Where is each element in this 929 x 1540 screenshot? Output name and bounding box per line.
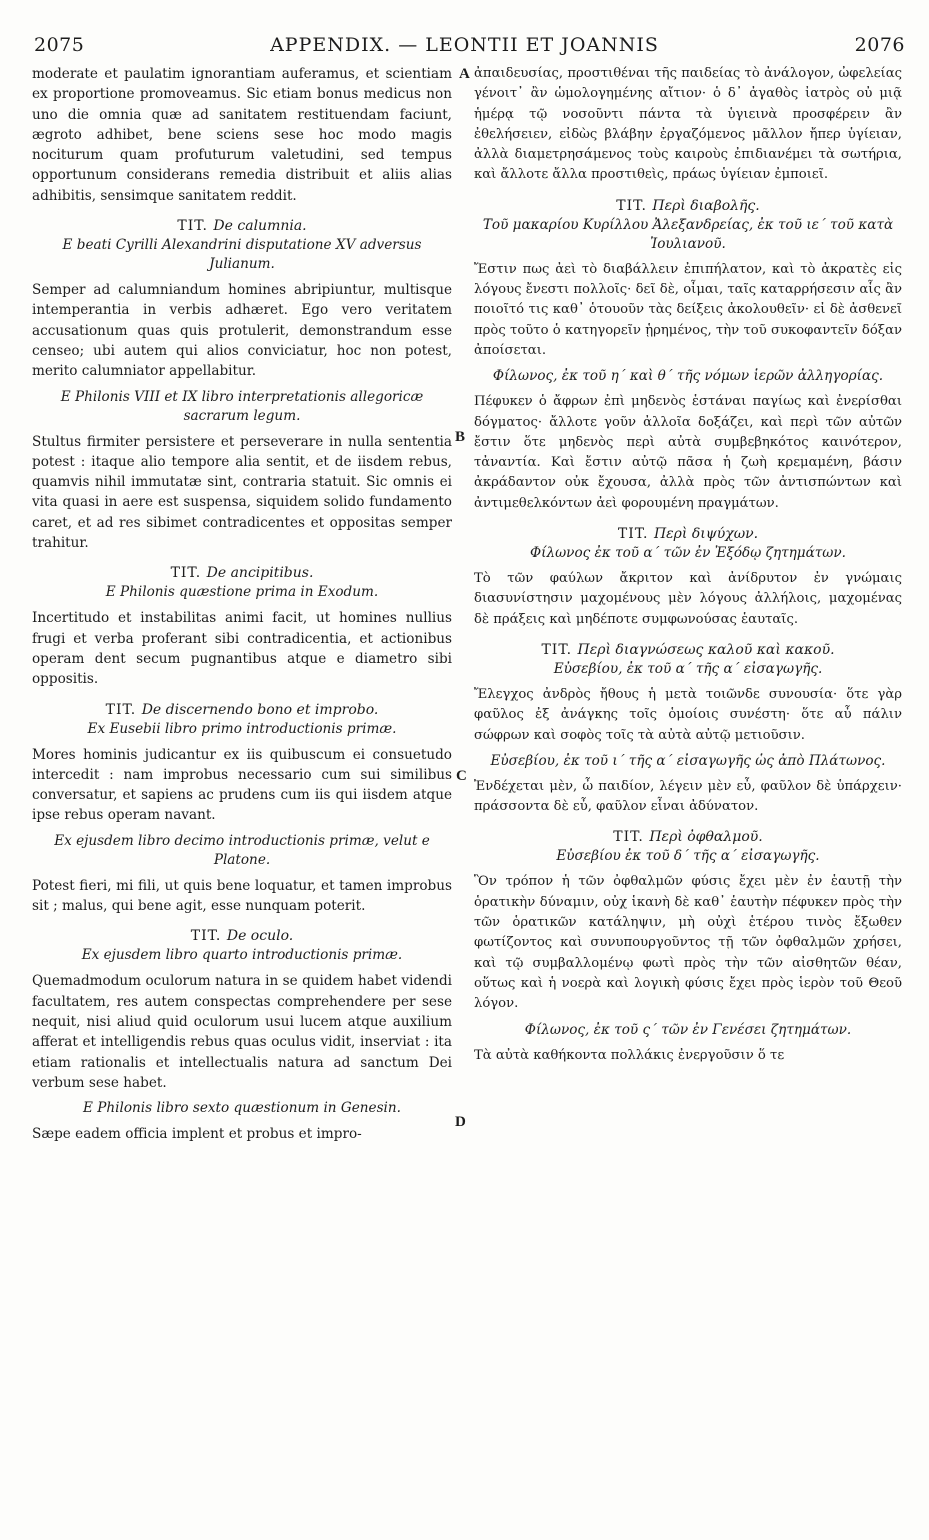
source-citation: Εὐσεβίου ἐκ τοῦ δ´ τῆς α´ εἰσαγωγῆς. — [556, 848, 820, 865]
section-title — [474, 196, 902, 216]
source-citation: E beati Cyrilli Alexandrini disputatione XV adversus Julianum. — [62, 237, 422, 273]
paragraph: Πέφυκεν ὁ ἄφρων ἐπὶ μηδενὸς ἑστάναι παγίως καὶ ἐνερίσθαι δόγματος· ἄλλοτε γοῦν ἀλλοῖα δοξάζει, καὶ περὶ τῶν αὐτῶν ἔστιν ὅτε μηδενὸς περὶ αὐτὰ συμβεβηκότος καινότερον, τἀναντία. Καὶ ἔστιν αὐτῷ πᾶσα ἡ ζωὴ κρεμαμένη, βάσιν ἀκράδαντον οὐκ ἔχουσα, ἀλλὰ πρὸς τῶν ἀντισπώντων καὶ ἀντιμεθελκόντων ἀεὶ φορουμένη πραγμάτων. — [474, 394, 902, 511]
section-heading-text: De oculo. — [226, 928, 294, 945]
section-label: TIT. — [613, 829, 644, 846]
section-label: TIT. — [170, 565, 202, 582]
paragraph: Quemadmodum oculorum natura in se quidem habet videndi facultatem, res autem conspectas comprehendere per sese nequit, nisi aliud quid oculorum usui lucem atque auxilium afferat et intelligendis rebus quas oculus vidit, inserviat : ita etiam rationalis et intellectualis natura ad sanctum Dei verbum sese habet. — [32, 973, 452, 1091]
section-label: TIT. — [541, 641, 573, 658]
source-citation: Φίλωνος, ἐκ τοῦ η´ καὶ θ´ τῆς νόμων ἱερῶν ἀλληγορίας. — [492, 368, 884, 385]
source-citation: Φίλωνος ἐκ τοῦ α´ τῶν ἐν Ἐξόδῳ ζητημάτων. — [530, 545, 846, 562]
section-label: TIT. — [105, 701, 137, 718]
paragraph: Stultus firmiter persistere et perseverare in nulla sententia potest : itaque alio tempore alia sentit, et de iisdem rebus, quamvis nihil immutatæ sint, contraria statuit. Sic omnis ei vita quasi in aere est suspensa, siquidem solido fundamento caret, et ad res sibimet contradicentes et oppositas semper trahitur. — [32, 433, 452, 552]
running-title: APPENDIX. — LEONTII ET JOANNIS — [270, 34, 659, 56]
margin-marker-c: C — [456, 768, 467, 784]
source-citation: E Philonis quæstione prima in Exodum. — [105, 584, 379, 601]
section-heading-text: Περὶ διαγνώσεως καλοῦ καὶ κακοῦ. — [577, 641, 835, 658]
paragraph: Τὰ αὐτὰ καθήκοντα πολλάκις ἐνεργοῦσιν ὅ τε — [474, 1047, 785, 1063]
source-citation: Ex ejusdem libro quarto introductionis primæ. — [81, 947, 403, 964]
section-label: TIT. — [190, 928, 222, 945]
paragraph: Sæpe eadem officia implent et probus et impro- — [32, 1126, 362, 1143]
source-citation: Εὐσεβίου, ἐκ τοῦ α´ τῆς α´ εἰσαγωγῆς. — [553, 660, 823, 677]
margin-marker-a: A — [459, 66, 470, 82]
section-label: TIT. — [617, 526, 649, 543]
paragraph: Incertitudo et instabilitas animi facit, ut homines nullius frugi et verba proferant sibi contradicentia, et actionibus operam dent secum pugnantibus atque e diametro sibi oppositis. — [32, 610, 452, 688]
source-citation: E Philonis VIII et IX libro interpretationis allegoricæ sacrarum legum. — [60, 388, 424, 424]
section-heading-text: Περὶ διαβολῆς. — [652, 197, 760, 214]
paragraph: Ὃν τρόπον ἡ τῶν ὀφθαλμῶν φύσις ἔχει μὲν ἐν ἑαυτῇ τὴν ὁρατικὴν δύναμιν, οὐχ ἱκανὴ δὲ καθ᾽ ἑαυτὴν πέφυκεν πρὸς τὴν τῶν ὁρατικῶν κατάληψιν, μὴ οὐχὶ ἑτέρου τινὸς ἔξωθεν φωτίζοντος καὶ συνυπουργοῦντος τῇ τῶν ὀφθαλμῶν χρήσει, καὶ τῷ συμβαλλομένῳ φωτὶ πρὸς τὴν τῶν αἰσθητῶν θέαν, οὕτως καὶ ἡ νοερὰ καὶ λογικὴ φύσις ἔχει πρὸς ἱερὸν τοῦ Θεοῦ λόγον. — [474, 874, 902, 1012]
column-number-left: 2075 — [34, 34, 85, 56]
source-citation: E Philonis libro sexto quæstionum in Genesin. — [83, 1100, 401, 1117]
margin-marker-d: D — [455, 1114, 466, 1130]
section-title — [32, 926, 452, 946]
source-citation: Ex Eusebii libro primo introductionis primæ. — [87, 720, 397, 737]
paragraph: Τὸ τῶν φαύλων ἄκριτον καὶ ἀνίδρυτον ἐν γνώμαις διασυνίστησιν μαχομένους μὲν λόγους ἀλλήλοις, μαχομένας δὲ πράξεις καὶ μηδέποτε συμφωνούσας ἑαυταῖς. — [474, 571, 902, 627]
section-title — [32, 563, 452, 583]
section-title — [474, 640, 902, 660]
section-heading-text: De ancipitibus. — [206, 565, 314, 582]
paragraph: Semper ad calumniandum homines abripiuntur, multisque intemperantia in verbis adhæret. Ego vero veritatem accusationum quas quis protulerit, demonstrandum esse censeo; ubi autem qui alios conviciatur, hoc non potest, merito calumniator appellabitur. — [32, 282, 452, 380]
paragraph: ἀπαιδευσίας, προστιθέναι τῆς παιδείας τὸ ἀνάλογον, ὠφελείας γένοιτ᾽ ἂν ὡμολογημένης αἴτιον· ὁ δ᾽ ἀγαθὸς ἰατρὸς οὐ μιᾷ ἡμέρᾳ τῷ νοσοῦντι πάντα τὰ ὑγιεινὰ προσφέρειν ἂν ἐθελήσειεν, εἰδὼς βλάβην ἐργαζόμενος μᾶλλον ἤπερ ὑγίειαν, ἀλλὰ διαμετρησάμενος τοὺς καιροὺς ἐπιδιανέμει τὰ σωτήρια, καὶ ἄλλοτε ἄλλα προστιθεὶς, πράως ὑγίειαν ἐμποιεῖ. — [474, 66, 902, 183]
source-citation: Ex ejusdem libro decimo introductionis primæ, velut e Platone. — [54, 832, 430, 868]
section-heading-text: De calumnia. — [213, 218, 307, 235]
section-label: TIT. — [616, 197, 647, 214]
section-title — [32, 700, 452, 720]
paragraph: Ἔστιν πως ἀεὶ τὸ διαβάλλειν ἐπιπήλατον, καὶ τὸ ἀκρατὲς εἰς λόγους ἔνεστι πολλοῖς· δεῖ δὲ, οἶμαι, ταῖς καταρρήσεσιν αἷς ἂν ποιοῖτό τις καθ᾽ ὁτουοῦν τὰς δείξεις ἀκολουθεῖν· εἰ δὲ ἀσθενεῖ πρὸς τοῦτο ὁ κατηγορεῖν ᾑρημένος, τὴν τοῦ συκοφαντεῖν δόξαν ἀποίσεται. — [474, 261, 902, 358]
margin-marker-b: B — [455, 429, 466, 445]
greek-column — [474, 64, 902, 1066]
section-label: TIT. — [177, 218, 208, 235]
source-citation: Φίλωνος, ἐκ τοῦ ς´ τῶν ἐν Γενέσει ζητημάτων. — [524, 1021, 852, 1038]
section-title — [32, 216, 452, 236]
section-title — [474, 827, 902, 847]
latin-column — [32, 64, 452, 1144]
paragraph: Potest fieri, mi fili, ut quis bene loquatur, et tamen improbus sit ; malus, qui bene agit, esse nunquam poterit. — [32, 877, 452, 915]
section-heading-text: Περὶ ὀφθαλμοῦ. — [649, 829, 763, 846]
paragraph: Ἔλεγχος ἀνδρὸς ἤθους ἡ μετὰ τοιῶνδε συνουσία· ὅτε γὰρ φαῦλος ἐξ ἀνάγκης τοῖς ὁμοίοις συνέστη· ὅτε αὖ πάλιν σώφρων καὶ σοφὸς τοῖς τὰ αὐτὰ αὐτῷ μετιοῦσιν. — [474, 686, 902, 743]
section-title — [474, 524, 902, 544]
paragraph: moderate et paulatim ignorantiam auferamus, et scientiam ex proportione promoveamus. Sic etiam bonus medicus non uno die omnia quæ ad sanitatem restituendam faciunt, ægroto adhibet, bene sciens sese hoc modo magis nociturum quam profuturum valetudini, sed tempus opportunum considerans remedia distribuit et aliis alias adhibitis, sensimque sanitatem reddit. — [32, 66, 452, 204]
column-number-right: 2076 — [854, 34, 905, 56]
paragraph: Ἐνδέχεται μὲν, ὦ παιδίον, λέγειν μὲν εὖ, φαῦλον δὲ ὑπάρχειν· πράσσοντα δὲ εὖ, φαῦλον εἶναι ἀδύνατον. — [474, 778, 902, 815]
section-heading-text: De discernendo bono et improbo. — [141, 701, 379, 718]
paragraph: Mores hominis judicantur ex iis quibuscum ei consuetudo intercedit : nam improbus necessario cum sui similibus conversatur, et sapiens ac prudens cum iis qui iisdem atque ipse rebus operam navant. — [32, 746, 452, 824]
source-citation: Τοῦ μακαρίου Κυρίλλου Ἀλεξανδρείας, ἐκ τοῦ ιε´ τοῦ κατὰ Ἰουλιανοῦ. — [482, 216, 894, 252]
section-heading-text: Περὶ διψύχων. — [653, 526, 759, 543]
source-citation: Εὐσεβίου, ἐκ τοῦ ι´ τῆς α´ εἰσαγωγῆς ὡς ἀπὸ Πλάτωνος. — [490, 752, 886, 769]
